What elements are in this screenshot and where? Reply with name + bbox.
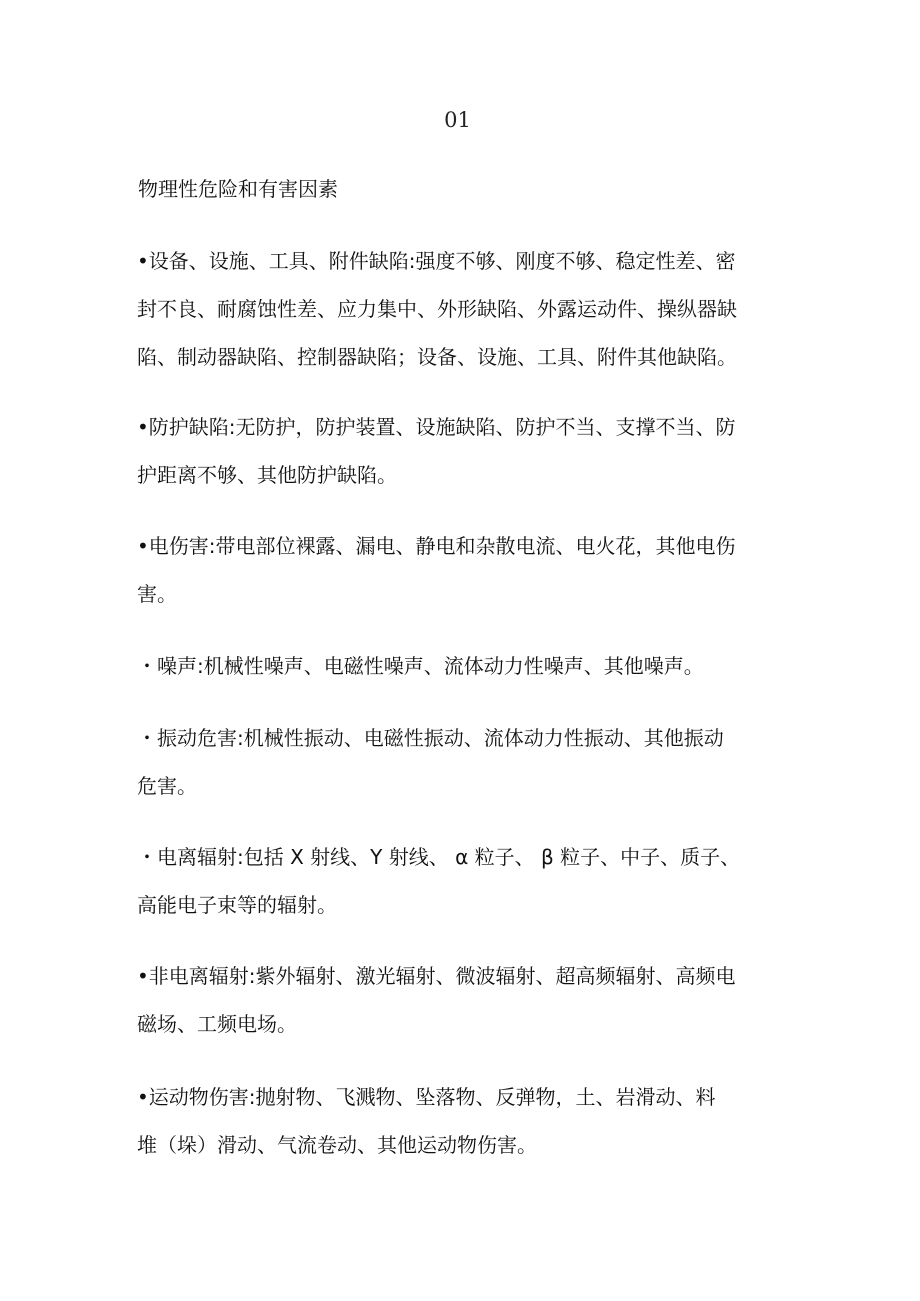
- paragraph-line: ・噪声:机械性噪声、电磁性噪声、流体动力性噪声、其他噪声。: [137, 654, 704, 678]
- paragraph-line: •防护缺陷:无防护，防护装置、设施缺陷、防护不当、支撑不当、防: [137, 415, 736, 439]
- paragraph-noise: [137, 642, 802, 690]
- paragraph-ionizing-radiation: [137, 833, 802, 929]
- paragraph-electric-injury: [137, 522, 802, 618]
- paragraph-line: •电伤害:带电部位裸露、漏电、静电和杂散电流、电火花，其他电伤: [137, 534, 736, 558]
- paragraph-line: 磁场、工频电场。: [137, 1012, 297, 1036]
- paragraph-line: 护距离不够、其他防护缺陷。: [137, 463, 397, 487]
- paragraph-line: •运动物伤害:抛射物、飞溅物、坠落物、反弹物，土、岩滑动、料: [137, 1085, 716, 1109]
- paragraph-line: 封不良、耐腐蚀性差、应力集中、外形缺陷、外露运动件、操纵器缺: [137, 297, 737, 321]
- paragraph-equipment-defects: [137, 237, 802, 381]
- paragraph-line: 害。: [137, 582, 177, 606]
- paragraph-line: 陷、制动器缺陷、控制器缺陷；设备、设施、工具、附件其他缺陷。: [137, 345, 737, 369]
- paragraph-line: 高能电子束等的辐射。: [137, 893, 337, 917]
- paragraph-line: •设备、设施、工具、附件缺陷:强度不够、刚度不够、稳定性差、密: [137, 249, 736, 273]
- paragraph-protection-defects: [137, 403, 802, 499]
- paragraph-moving-object-injury: [137, 1073, 802, 1169]
- paragraph-line: ・电离辐射:包括 X 射线、Y 射线、 α 粒子、 β 粒子、中子、质子、: [137, 845, 741, 869]
- paragraph-non-ionizing-radiation: [137, 952, 802, 1048]
- paragraph-line: ・振动危害:机械性振动、电磁性振动、流体动力性振动、其他振动: [137, 726, 724, 750]
- paragraph-line: 危害。: [137, 774, 197, 798]
- section-title: 物理性危险和有害因素: [138, 177, 338, 201]
- paragraph-vibration: [137, 714, 802, 810]
- paragraph-line: 堆（垛）滑动、气流卷动、其他运动物伤害。: [137, 1133, 537, 1157]
- page-number: 01: [444, 108, 471, 132]
- paragraph-line: •非电离辐射:紫外辐射、激光辐射、微波辐射、超高频辐射、高频电: [137, 964, 736, 988]
